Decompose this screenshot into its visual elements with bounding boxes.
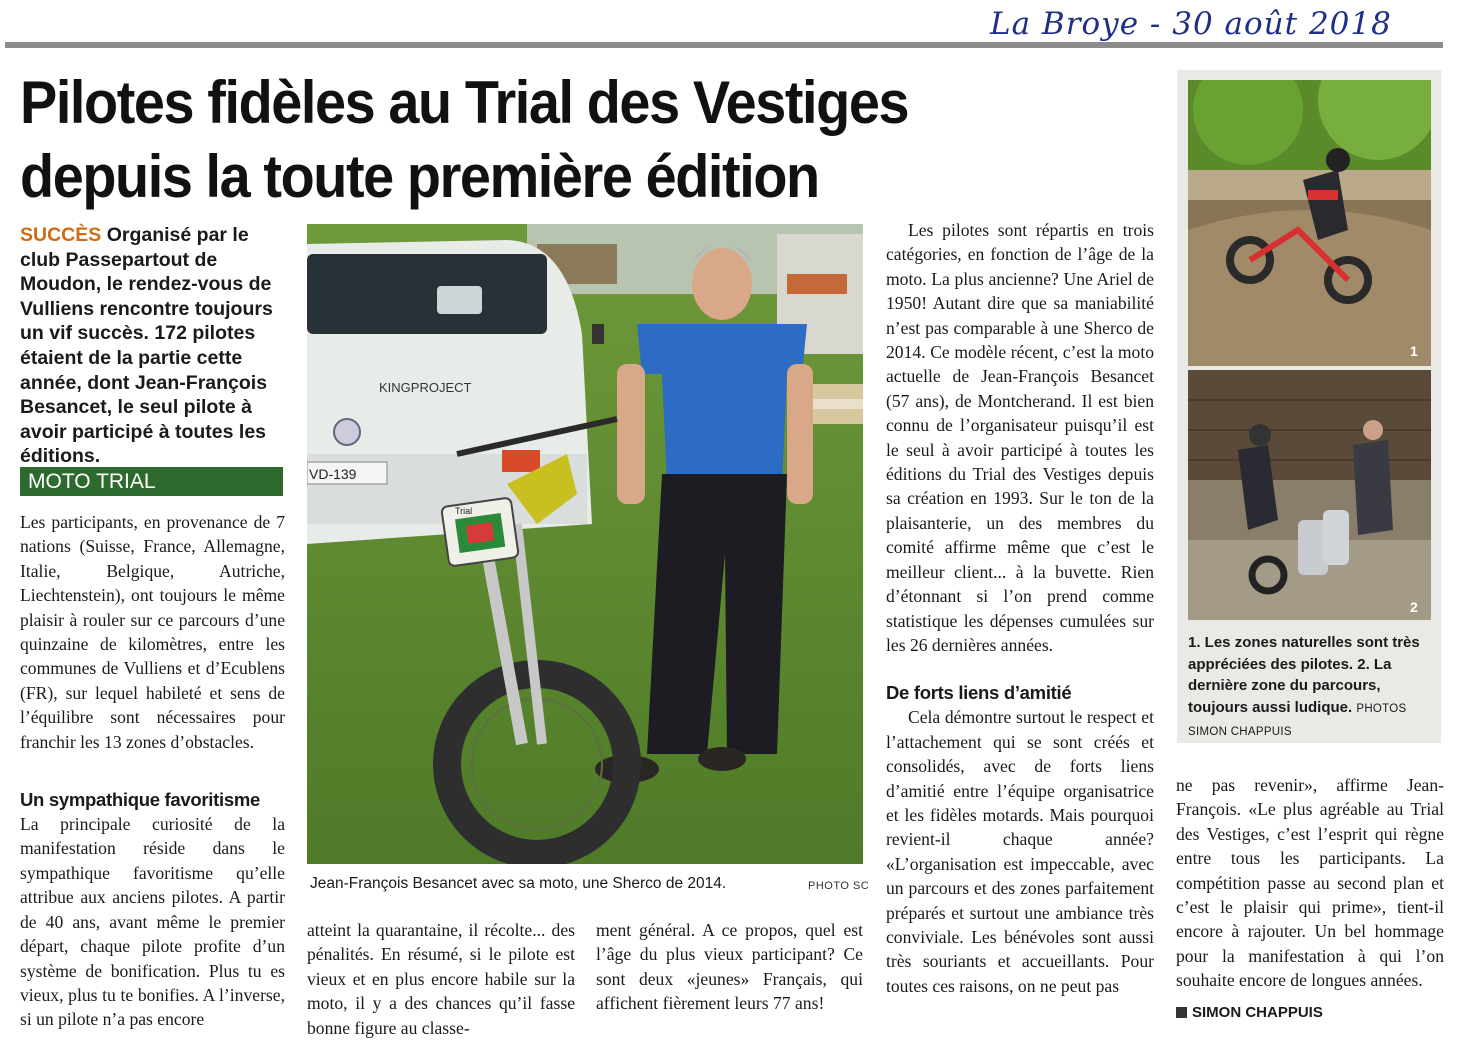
photo-1-number: 1 xyxy=(1410,343,1418,359)
photo-2-number: 2 xyxy=(1410,599,1418,615)
lead-text: Organisé par le club Passepartout de Moudon, le rendez-vous de Vulliens rencontre toujours un vif succès. 172 pilotes étaient de la partie cette année, dont Jean-François Besancet, le seul pilote à avoir participé à toutes les éditions. xyxy=(20,224,273,468)
paragraph: Les pilotes sont répartis en trois catégories, en fonction de l’âge de la moto. La plus ancienne? Une Ariel de 1950! Autant dire que sa maniabilité n’est pas comparable à une Sherco de 2014. Ce modèle récent, c’est la moto actuelle de Jean-François Besancet (57 ans), de Montcherand. Il est bien connu de l’organisateur puisqu’il est le seul à avoir participé à toutes les éditions du Trial des Vestiges depuis sa création en 1993. Sur le ton de la plaisanterie, un des membres du comité affirme même que c’est le meilleur client... à la buvette. Rien d’étonnant si l’on prend comme statistique les dépenses cumulées sur les 26 dernières années. xyxy=(886,220,1154,655)
van-plate-text: VD-139 xyxy=(309,466,357,482)
column-1 xyxy=(20,510,285,1032)
lead-paragraph xyxy=(20,223,290,469)
side-photo-2 xyxy=(1188,370,1431,620)
column-5 xyxy=(1176,773,1444,1025)
side-photo-2-image xyxy=(1188,370,1431,620)
column-4 xyxy=(886,218,1154,998)
paragraph: Les participants, en provenance de 7 nations (Suisse, France, Allemagne, Italie, Belgique, Autriche, Liechtenstein), ont toujours le même plaisir à rouler sur ce parcours d’une quinzaine de kilomètres, entre les communes de Vulliens et d’Ecublens (FR), sur lequel habileté et sens de l’équilibre sont nécessaires pour franchir les 13 zones d’obstacles. xyxy=(20,512,285,752)
main-photo-caption: Jean-François Besancet avec sa moto, une Sherco de 2014. xyxy=(310,875,727,892)
paragraph: La principale curiosité de la manifestation réside dans le sympathique favoritisme qu’elle attribue aux anciens pilotes. A partir de 40 ans, avant même le premier départ, chaque pilote profite d’un système de bonification. Plus tu es vieux, plus tu te bonifies. A l’inverse, si un pilote n’a pas encore xyxy=(20,814,285,1030)
side-caption-text: 1. Les zones naturelles sont très appréciées des pilotes. 2. La dernière zone du parcours, toujours aussi ludique. xyxy=(1188,634,1420,716)
subheading: Un sympathique favoritisme xyxy=(20,789,260,811)
paragraph: ne pas revenir», affirme Jean-François. «Le plus agréable au Trial des Vestiges, c’est l’esprit qui règne entre tous les participants. La compétition passe au second plan et c’est le plaisir qui prime», tient-il encore à rajouter. Un bel hommage pour la manifestation à qui l’on souhaite encore de longues années. xyxy=(1176,775,1444,991)
source-note: La Broye - 30 août 2018 xyxy=(990,6,1392,42)
side-photo-1-image xyxy=(1188,80,1431,366)
main-photo-image xyxy=(307,224,863,864)
paragraph: ment général. A ce propos, quel est l’âge du plus vieux participant? Ce sont deux «jeunes» Français, qui affichent fièrement leurs 77 ans! xyxy=(596,920,863,1014)
main-photo xyxy=(307,224,863,864)
paragraph: atteint la quarantaine, il récolte... des pénalités. En résumé, si le pilote est vieux et en plus encore habile sur la moto, il y a des chances qu’il fasse bonne figure au classe- xyxy=(307,920,575,1038)
headline: Pilotes fidèles au Trial des Vestiges depuis la toute première édition xyxy=(20,69,909,210)
main-photo-credit: PHOTO SC xyxy=(808,880,870,892)
column-2 xyxy=(307,918,575,1040)
van-logo-text: KINGPROJECT xyxy=(379,380,472,395)
column-3 xyxy=(596,918,863,1016)
side-photo-1 xyxy=(1188,80,1431,366)
paragraph: Cela démontre surtout le respect et l’attachement qui se sont créés et consolidés, avec de forts liens d’amitié entre l’équipe organisatrice et les fidèles motards. Mais pourquoi revient-il chaque année? «L’organisation est impeccable, avec un parcours et des zones parfaitement préparés et surtout une ambiance très conviviale. Les bénévoles sont aussi très souriants et accueillants. Pour toutes ces raisons, on ne peut pas xyxy=(886,707,1154,996)
number-plate-text: Trial xyxy=(455,506,473,516)
kicker: SUCCÈS xyxy=(20,224,102,246)
side-photo-caption xyxy=(1188,632,1434,744)
top-rule xyxy=(5,42,1443,48)
side-photo-box xyxy=(1177,70,1441,743)
author-signature: SIMON CHAPPUIS xyxy=(1176,1001,1444,1025)
rubric-label: MOTO TRIAL xyxy=(20,467,283,496)
side-caption-credit: PHOTOS SIMON CHAPPUIS xyxy=(1188,702,1407,738)
subheading: De forts liens d’amitié xyxy=(886,682,1072,704)
